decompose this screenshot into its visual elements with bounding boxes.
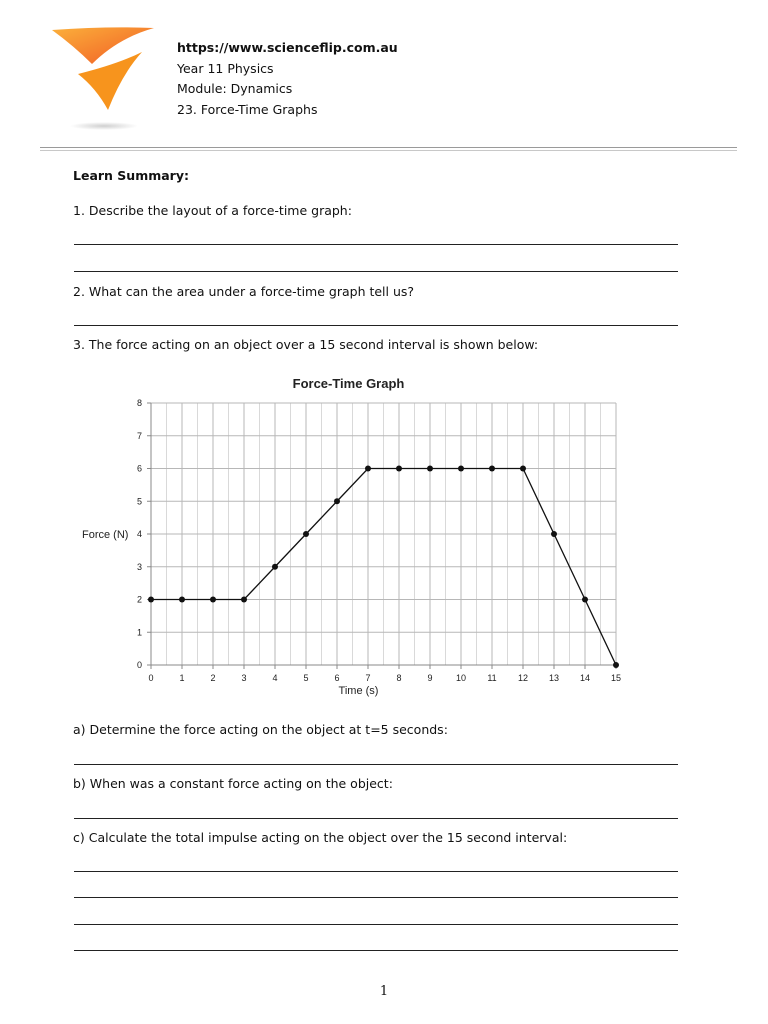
module-name: Module: Dynamics: [177, 81, 293, 96]
course-name: Year 11 Physics: [177, 60, 274, 76]
x-tick-label: 13: [548, 673, 560, 683]
question-a: a) Determine the force acting on the object at t=5 seconds:: [73, 722, 448, 737]
y-tick-label: 7: [136, 430, 142, 441]
data-point: [148, 597, 154, 603]
x-tick-label: 12: [517, 673, 529, 683]
data-point: [396, 466, 402, 472]
document-header: [177, 38, 398, 120]
page-number: 1: [379, 984, 389, 999]
y-tick-label: 0: [136, 660, 142, 670]
y-axis-label: Force (N): [82, 529, 129, 541]
chart-title: Force-Time Graph: [292, 376, 405, 391]
data-point: [489, 466, 495, 472]
answer-line: [74, 244, 678, 245]
x-tick-label: 6: [334, 673, 340, 683]
header-divider: [40, 147, 737, 148]
header-divider-shadow: [40, 150, 737, 151]
answer-line: [74, 871, 678, 872]
y-tick-label: 2: [136, 594, 142, 605]
answer-line: [74, 950, 678, 951]
data-point: [427, 466, 433, 472]
y-tick-label: 8: [136, 398, 142, 408]
y-tick-label: 6: [136, 463, 142, 474]
x-tick-label: 9: [427, 673, 433, 683]
x-tick-label: 0: [148, 673, 154, 683]
y-tick-label: 5: [136, 496, 142, 507]
answer-line: [74, 818, 678, 819]
x-tick-label: 1: [179, 673, 185, 683]
answer-line: [74, 924, 678, 925]
data-point: [365, 466, 371, 472]
data-point: [334, 498, 340, 504]
y-tick-label: 4: [136, 529, 142, 539]
question-b: b) When was a constant force acting on the object:: [73, 776, 393, 791]
x-tick-label: 8: [396, 673, 402, 683]
x-tick-label: 5: [303, 673, 309, 683]
y-tick-label: 3: [136, 561, 142, 572]
x-tick-label: 3: [241, 673, 247, 683]
data-point: [241, 597, 247, 603]
data-point: [582, 597, 588, 603]
site-url: https://www.scienceflip.com.au: [177, 40, 398, 55]
data-point: [179, 597, 185, 603]
data-point: [520, 466, 526, 472]
data-point: [303, 531, 309, 537]
question-1: 1. Describe the layout of a force-time graph:: [73, 203, 352, 218]
scienceflip-logo-icon: [48, 24, 158, 134]
x-axis-label: Time (s): [338, 685, 379, 697]
x-tick-label: 11: [487, 673, 497, 683]
answer-line: [74, 325, 678, 326]
answer-line: [74, 897, 678, 898]
data-point: [272, 564, 278, 570]
data-point: [458, 466, 464, 472]
answer-line: [74, 764, 678, 765]
section-title: Learn Summary:: [73, 168, 189, 183]
answer-line: [74, 271, 678, 272]
x-tick-label: 10: [455, 673, 467, 683]
x-tick-label: 2: [210, 673, 216, 683]
force-time-chart: [76, 372, 636, 702]
question-2: 2. What can the area under a force-time graph tell us?: [73, 284, 415, 299]
topic-title: 23. Force-Time Graphs: [177, 101, 318, 117]
question-c: c) Calculate the total impulse acting on the object over the 15 second interval:: [73, 830, 568, 845]
data-point: [613, 662, 619, 668]
x-tick-label: 15: [610, 673, 622, 683]
x-tick-label: 14: [579, 673, 591, 683]
data-point: [210, 597, 216, 603]
y-tick-label: 1: [136, 627, 142, 638]
question-3: 3. The force acting on an object over a 15 second interval is shown below:: [73, 337, 539, 352]
data-point: [551, 531, 557, 537]
x-tick-label: 7: [365, 673, 371, 683]
x-tick-label: 4: [272, 673, 278, 683]
